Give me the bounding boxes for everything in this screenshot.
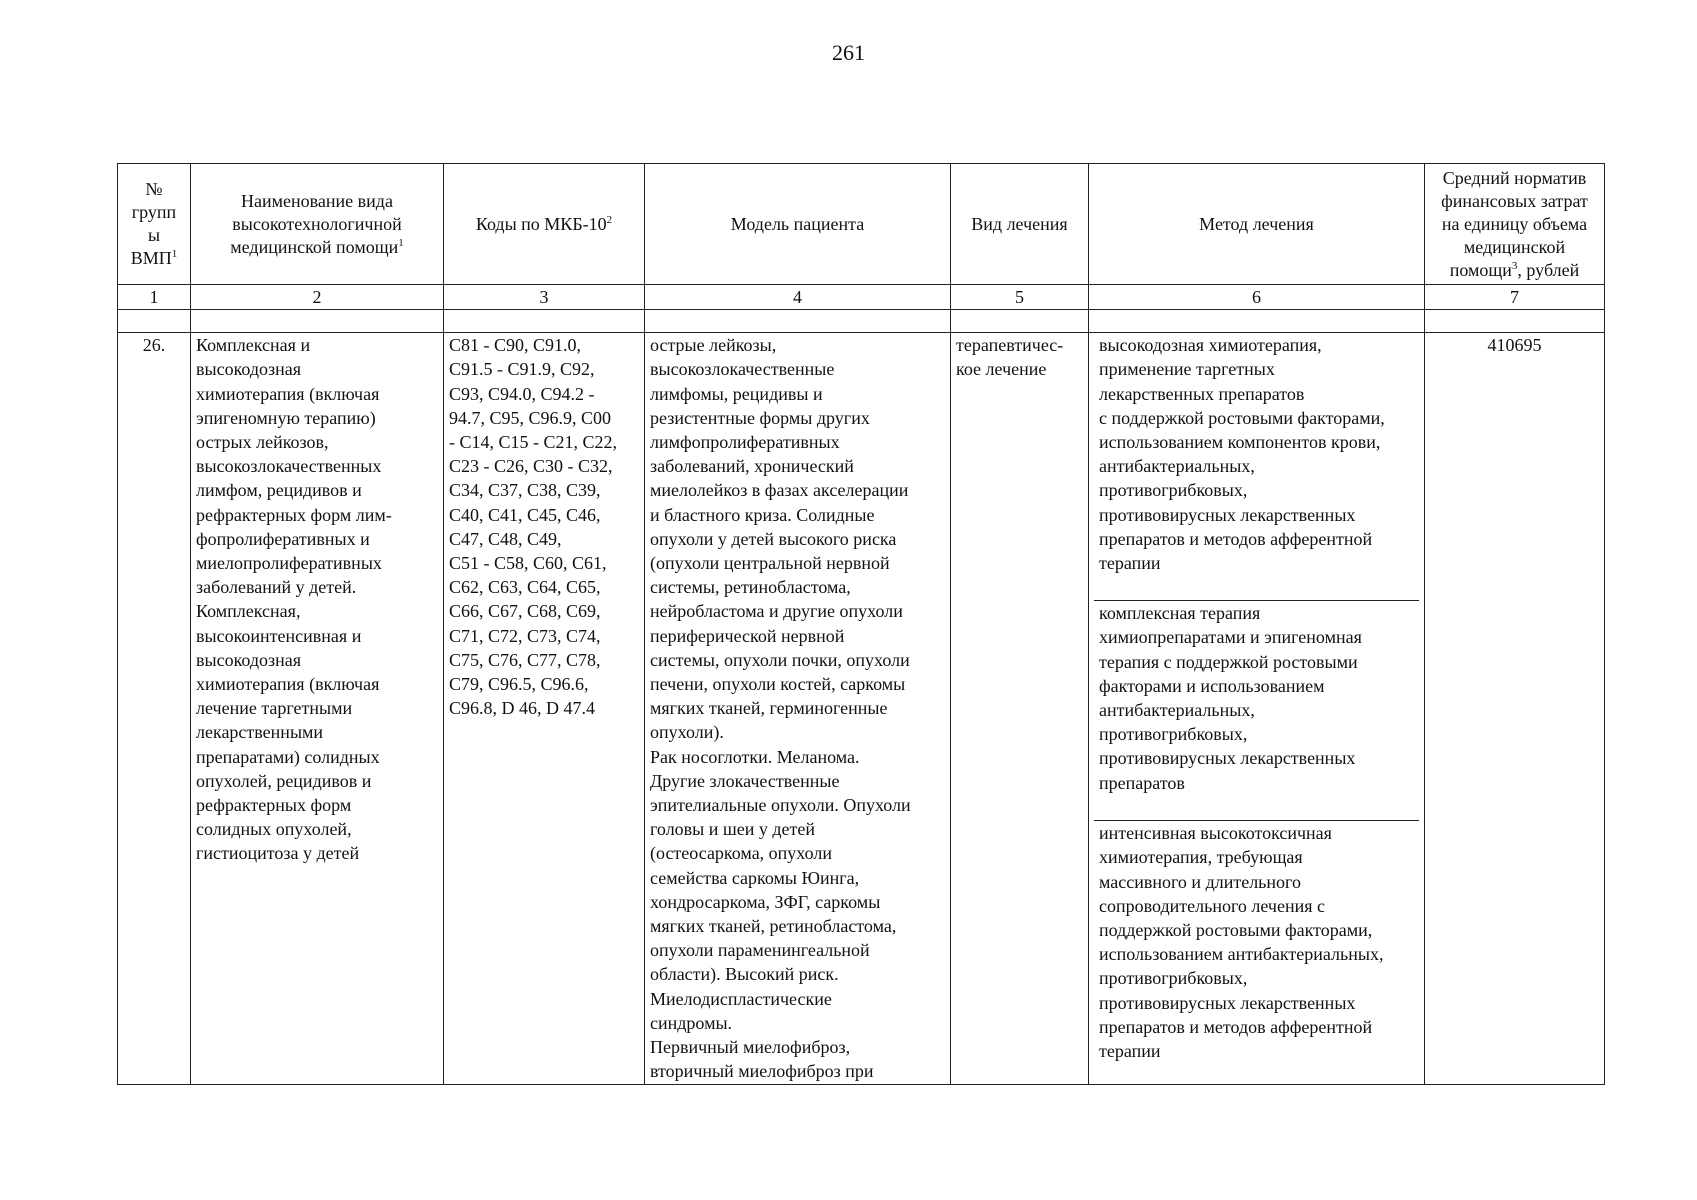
header-treatment-method: Метод лечения [1089, 164, 1425, 285]
header-cost-norm: Средний норматив финансовых затрат на единицу объема медицинской помощи$^3$, рублей [1425, 164, 1605, 285]
treatment-method-item: интенсивная высокотоксичная химиотерапия, требующая массивного и длительного сопроводительного лечения с поддержкой ростовыми факторами, использованием антибактериальных, противогрибковых, противовирусных лекарственных препаратов и методов афферентной терапии [1099, 823, 1384, 1062]
header-row [118, 164, 1605, 285]
treatment-type-cell: терапевтичес- кое лечение [951, 333, 1089, 1084]
header-icd-codes: Коды по МКБ-$10^2$ [444, 164, 645, 285]
spacer-row [118, 310, 1605, 333]
table-row [118, 333, 1605, 1084]
header-treatment-type: Вид лечения [951, 164, 1089, 285]
treatment-method-item: высокодозная химиотерапия, применение таргетных лекарственных препаратов с поддержкой ростовыми факторами, использованием компонентов крови, антибактериальных, противогрибковых, противовирусных лекарственных препаратов и методов афферентной терапии [1094, 333, 1419, 601]
column-number-row [118, 285, 1605, 310]
column-number: 2 [191, 285, 444, 310]
column-number: 4 [645, 285, 951, 310]
treatment-method-cell [1089, 333, 1425, 1084]
group-number-cell: 26. [118, 333, 191, 1084]
header-group-number: № групп ы ВМП$^1$ [118, 164, 191, 285]
column-number: 3 [444, 285, 645, 310]
column-number: 5 [951, 285, 1089, 310]
column-number: 7 [1425, 285, 1605, 310]
column-number: 6 [1089, 285, 1425, 310]
treatment-method-item: комплексная терапия химиопрепаратами и эпигеномная терапия с поддержкой ростовыми факторами и использованием антибактериальных, противогрибковых, противовирусных лекарственных препаратов [1094, 601, 1419, 821]
page-number: 261 [832, 40, 865, 65]
vmp-table [117, 163, 1605, 1085]
care-type-name-cell: Комплексная и высокодозная химиотерапия (включая эпигеномную терапию) острых лейкозов, высокозлокачественных лимфом, рецидивов и рефрактерных форм лим- фопролиферативных и миелопролиферативных заболеваний у детей. Комплексная, высокоинтенсивная и высокодозная химиотерапия (включая лечение таргетными лекарственными препаратами) солидных опухолей, рецидивов и рефрактерных форм солидных опухолей, гистиоцитоза у детей [191, 333, 444, 1084]
cost-norm-cell: 410695 [1425, 333, 1605, 1084]
header-patient-model: Модель пациента [645, 164, 951, 285]
patient-model-cell: острые лейкозы, высокозлокачественные лимфомы, рецидивы и резистентные формы других лимфопролиферативных заболеваний, хронический миелолейкоз в фазах акселерации и бластного криза. Солидные опухоли у детей высокого риска (опухоли центральной нервной системы, ретинобластома, нейробластома и другие опухоли периферической нервной системы, опухоли почки, опухоли печени, опухоли костей, саркомы мягких тканей, герминогенные опухоли). Рак носоглотки. Меланома. Другие злокачественные эпителиальные опухоли. Опухоли головы и шеи у детей (остеосаркома, опухоли семейства саркомы Юинга, хондросаркома, ЗФГ, саркомы мягких тканей, ретинобластома, опухоли параменингеальной области). Высокий риск. Миелодиспластические синдромы. Первичный миелофиброз, вторичный миелофиброз при [645, 333, 951, 1084]
icd-codes-cell: C81 - C90, C91.0, C91.5 - C91.9, C92, C93, C94.0, C94.2 - 94.7, C95, C96.9, C00 - C14, C15 - C21, C22, C23 - C26, C30 - C32, C34, C37, C38, C39, C40, C41, C45, C46, C47, C48, C49, C51 - C58, C60, C61, C62, C63, C64, C65, C66, C67, C68, C69, C71, C72, C73, C74, C75, C76, C77, C78, C79, C96.5, C96.6, C96.8, D 46, D 47.4 [444, 333, 645, 1084]
header-care-type-name: Наименование вида высокотехнологичной медицинской помощи$^1$ [191, 164, 444, 285]
column-number: 1 [118, 285, 191, 310]
